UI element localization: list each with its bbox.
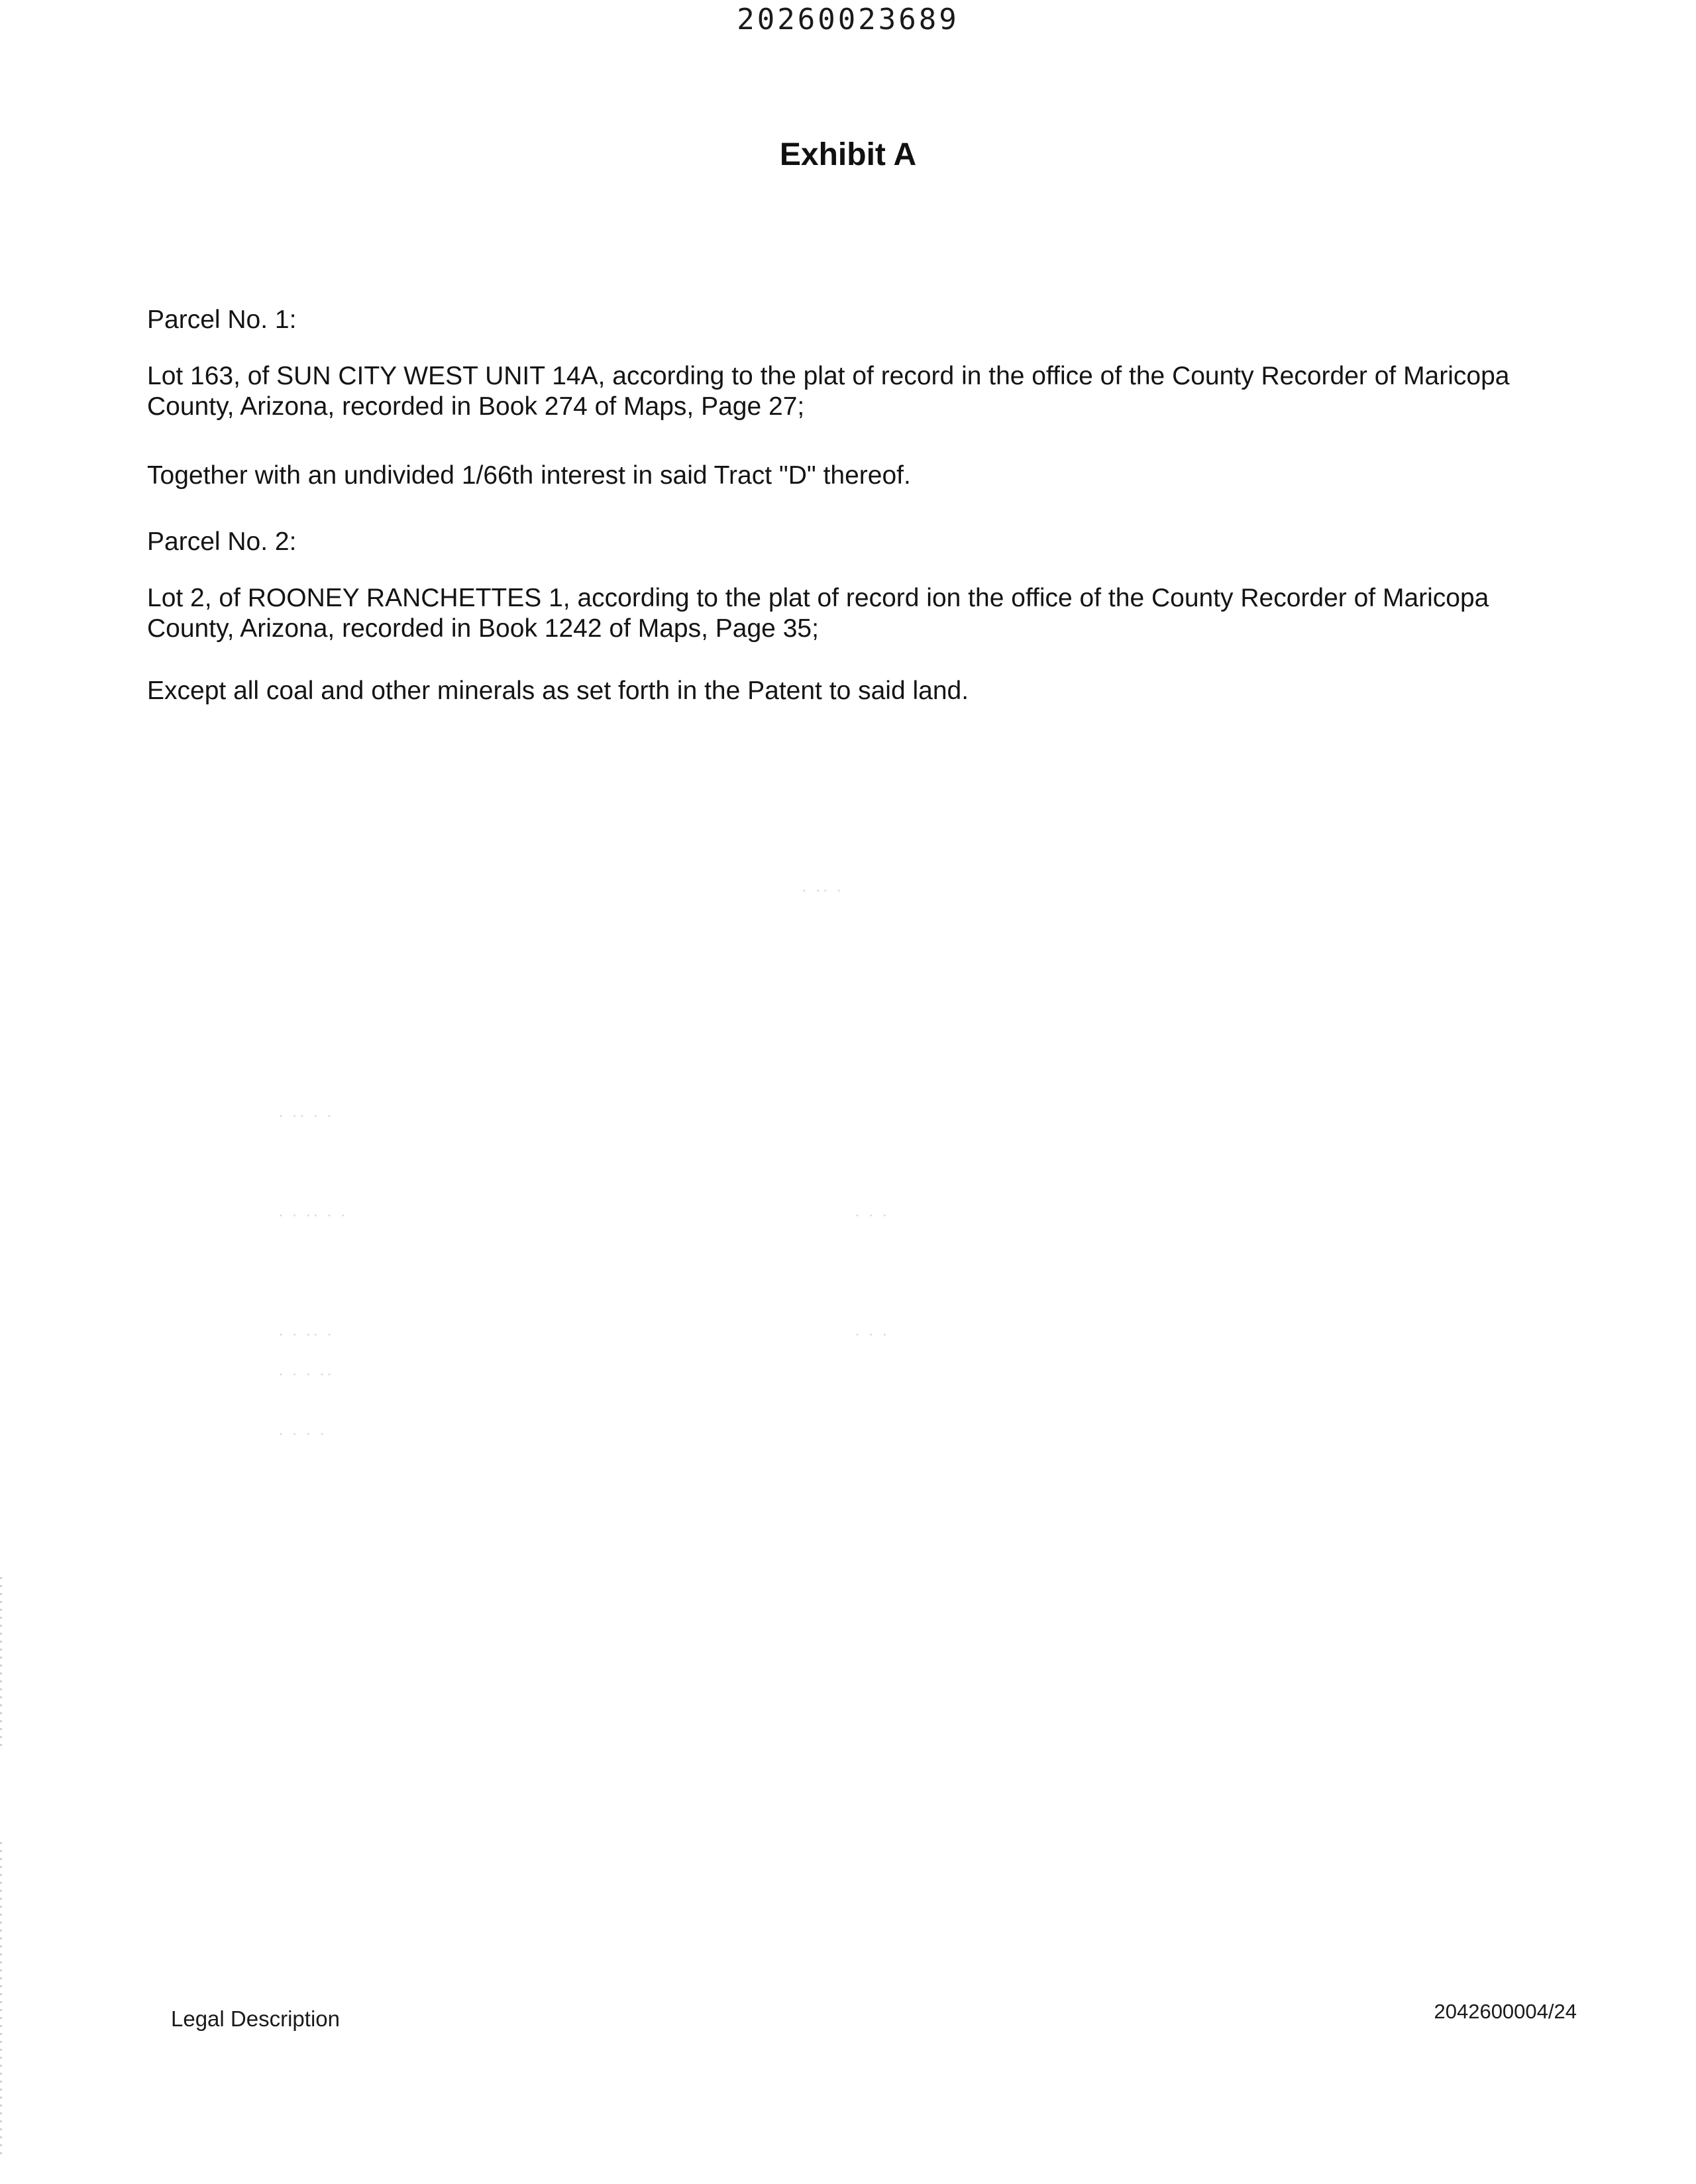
scan-edge (0, 1842, 2, 2160)
scan-artifact: · · ·· · · (278, 1206, 348, 1224)
recording-number: 20260023689 (737, 3, 959, 36)
parcel-1-note: Together with an undivided 1/66th interest in said Tract "D" thereof. (147, 461, 911, 490)
scan-artifact: · · · · (278, 1425, 327, 1443)
parcel-1-description: Lot 163, of SUN CITY WEST UNIT 14A, according to the plat of record in the office of the County Recorder of Maricopa County, Arizona, recorded in Book 274 of Maps, Page 27; (147, 362, 1510, 421)
parcel-2-note: Except all coal and other minerals as set forth in the Patent to said land. (147, 677, 969, 705)
scan-artifact: · · · (855, 1206, 890, 1224)
footer-document-code: 2042600004/24 (1434, 2000, 1577, 2023)
scan-artifact: · · · (855, 1325, 890, 1343)
exhibit-title: Exhibit A (779, 137, 917, 172)
scan-artifact: · · · ·· (278, 1365, 334, 1383)
parcel-2-description: Lot 2, of ROONEY RANCHETTES 1, according to the plat of record ion the office of the County Recorder of Maricopa County, Arizona, recorded in Book 1242 of Maps, Page 35; (147, 584, 1489, 643)
scan-artifact: · ·· · (802, 881, 844, 899)
parcel-1-heading: Parcel No. 1: (147, 305, 297, 334)
scan-edge (0, 1577, 2, 1749)
parcel-2-heading: Parcel No. 2: (147, 527, 297, 556)
footer-legal-description: Legal Description (171, 2006, 340, 2031)
scan-artifact: · · ·· · (278, 1325, 334, 1343)
scan-artifact: · ·· · · (278, 1107, 334, 1124)
